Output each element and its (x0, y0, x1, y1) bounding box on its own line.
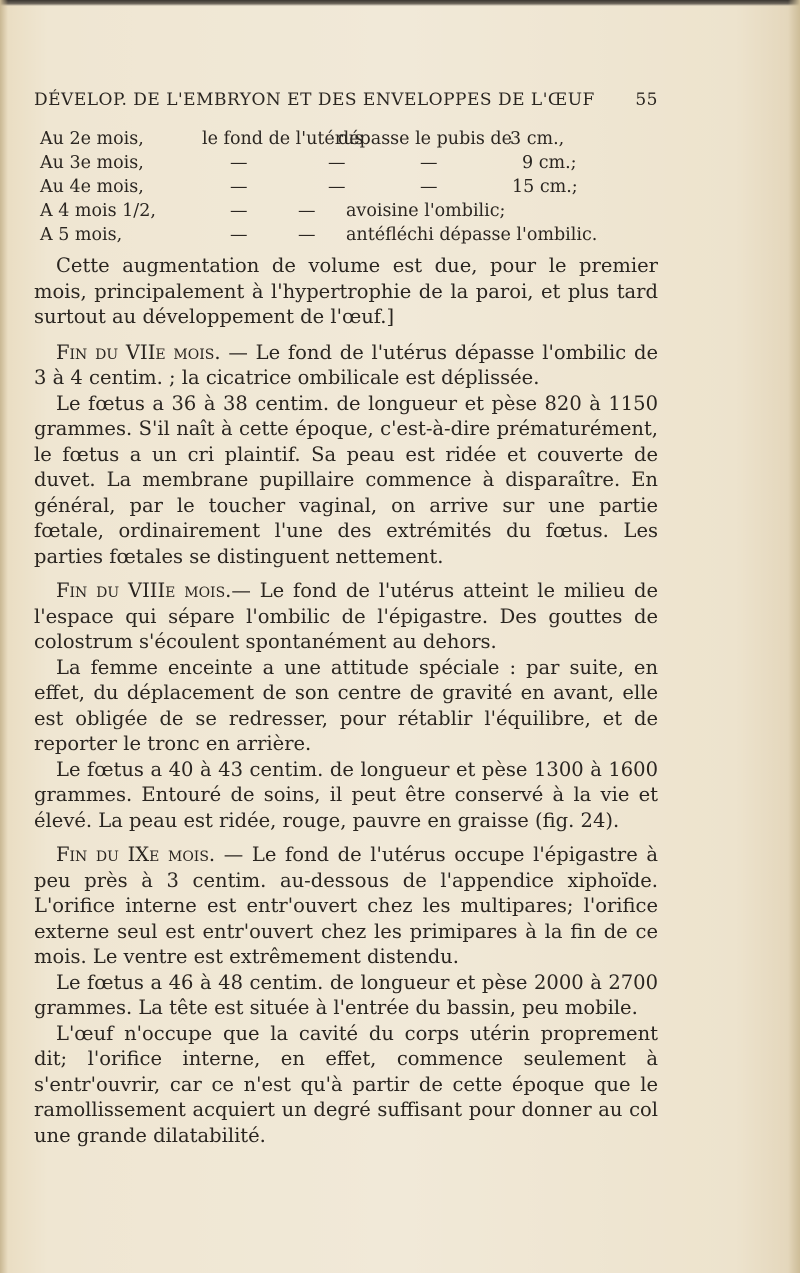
page-edge-shadow (788, 0, 800, 1273)
schedule-period: Au 3e mois, (40, 153, 144, 173)
paragraph (34, 578, 658, 655)
schedule-subject: le fond de l'utérus (202, 129, 364, 149)
paragraph-text: — Le fond de l'utérus atteint le milieu de l'espace qui sépare l'ombilic de l'épigastre. Des gouttes de colostrum s'écoulent spontanément au dehors. (34, 579, 658, 653)
running-title: DÉVELOP. DE L'EMBRYON ET DES ENVELOPPES DE L'ŒUF (34, 90, 595, 110)
section-heading: Fin du IXe mois. (56, 843, 216, 866)
paragraph: Le fœtus a 46 à 48 centim. de longueur et pèse 2000 à 2700 grammes. La tête est située à l'entrée du bassin, peu mobile. (34, 970, 658, 1019)
paragraph-text: — Le fond de l'utérus occupe l'épigastre à peu près à 3 centim. au-dessous de l'appendice xiphoïde. L'orifice interne est entr'ouvert chez les multipares; l'orifice externe seul est entr'ouvert chez les primipares à la fin de ce mois. Le ventre est extrêmement distendu. (34, 843, 658, 968)
paragraph (34, 842, 658, 970)
schedule-period: A 4 mois 1/2, (40, 201, 156, 221)
schedule-ditto: — (230, 153, 248, 173)
paragraph: Le fœtus a 36 à 38 centim. de longueur et pèse 820 à 1150 grammes. S'il naît à cette époque, c'est-à-dire prématurément, le fœtus a un cri plaintif. Sa peau est ridée et couverte de duvet. La membrane pupillaire commence à disparaître. En général, par le toucher vaginal, on arrive sur une partie fœtale, ordinairement l'une des extrémités du fœtus. Les parties fœtales se distinguent nettement. (34, 391, 658, 568)
page-top-border (0, 0, 800, 6)
schedule-ditto: — (230, 225, 248, 245)
schedule-ditto: — (328, 153, 346, 173)
schedule-verb: dépasse le pubis de (338, 129, 512, 149)
schedule-period: Au 4e mois, (40, 177, 144, 197)
schedule-measure: 9 cm.; (522, 153, 577, 173)
schedule-ditto: — (230, 201, 248, 221)
schedule-measure: 15 cm.; (512, 177, 578, 197)
schedule-measure: avoisine l'ombilic; (346, 201, 506, 221)
paragraph-text: — Le fond de l'utérus dépasse l'ombilic de 3 à 4 centim. ; la cicatrice ombilicale est déplissée. (34, 340, 658, 389)
page-number: 55 (635, 90, 658, 110)
schedule-measure: 3 cm., (510, 129, 565, 149)
paragraph: L'œuf n'occupe que la cavité du corps utérin proprement dit; l'orifice interne, en effet, commence seulement à s'entr'ouvrir, car ce n'est qu'à partir de cette époque que le ramollissement acquiert un degré suffisant pour donner au col une grande dilatabilité. (34, 1021, 658, 1147)
schedule-ditto: — (420, 177, 438, 197)
schedule-ditto: — (298, 201, 316, 221)
schedule-period: Au 2e mois, (40, 129, 144, 149)
schedule-ditto: — (230, 177, 248, 197)
section-heading: Fin du VIIe mois. (56, 340, 221, 364)
paragraph: Le fœtus a 40 à 43 centim. de longueur et pèse 1300 à 1600 grammes. Entouré de soins, il peut être conservé à la vie et élevé. La peau est ridée, rouge, pauvre en graisse (fig. 24). (34, 757, 658, 832)
paragraph: La femme enceinte a une attitude spéciale : par suite, en effet, du déplacement de son centre de gravité en avant, elle est obligée de se redresser, pour rétablir l'équilibre, et de reporter le tronc en arrière. (34, 655, 658, 755)
schedule-ditto: — (420, 153, 438, 173)
page-gutter-shadow (0, 0, 8, 1273)
schedule-period: A 5 mois, (40, 225, 123, 245)
paragraph (34, 340, 658, 391)
section-heading: Fin du VIIIe mois. (56, 579, 232, 602)
schedule-measure: antéfléchi dépasse l'ombilic. (346, 225, 598, 245)
schedule-ditto: — (328, 177, 346, 197)
body-text (34, 253, 658, 1148)
schedule-ditto: — (298, 225, 316, 245)
paragraph: Cette augmentation de volume est due, pour le premier mois, principalement à l'hypertrophie de la paroi, et plus tard surtout au développement de l'œuf.] (34, 254, 658, 328)
